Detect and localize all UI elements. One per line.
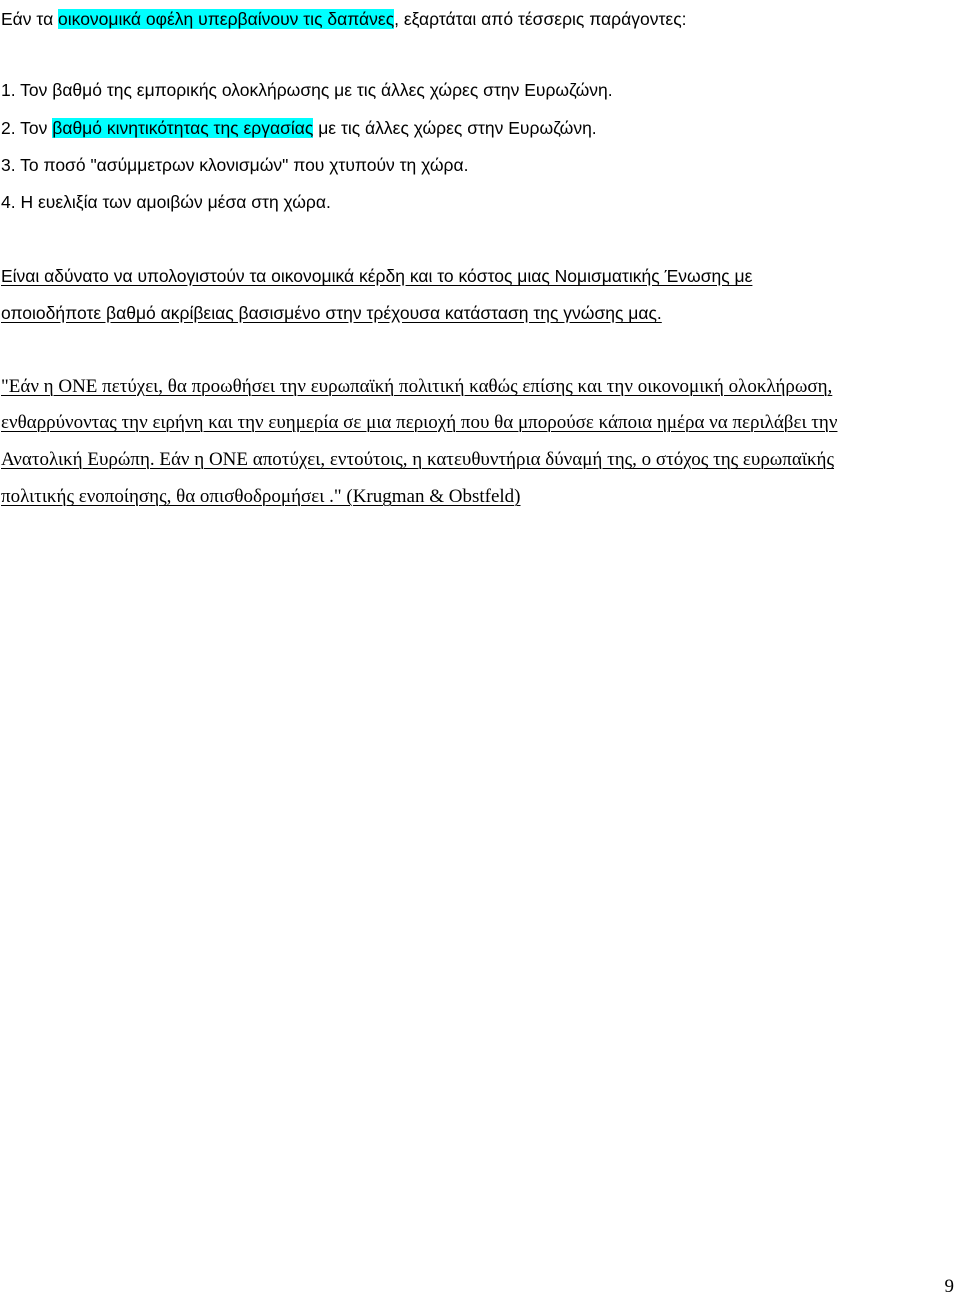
paragraph1-line-2: οποιοδήποτε βαθμό ακρίβειας βασισμένο στην τρέχουσα κατάσταση της γνώσης μας.: [1, 303, 662, 323]
factor-item-3: 3. Το ποσό "ασύμμετρων κλονισμών" που χτυπούν τη χώρα.: [1, 155, 469, 175]
factor-item-2-post: με τις άλλες χώρες στην Ευρωζώνη.: [313, 118, 597, 138]
quote-line-2: ενθαρρύνοντας την ειρήνη και την ευημερία σε μια περιοχή που θα μπορούσε κάποια ημέρα να περιλάβει την: [1, 412, 838, 433]
factor-item-2: [1, 117, 597, 139]
factor-item-2-highlight: βαθμό κινητικότητας της εργασίας: [52, 118, 314, 138]
intro-text-post: , εξαρτάται από τέσσερις παράγοντες:: [394, 9, 687, 29]
quote-line-1: "Εάν η ΟΝΕ πετύχει, θα προωθήσει την ευρωπαϊκή πολιτική καθώς επίσης και την οικονομική ολοκλήρωση,: [1, 376, 833, 397]
intro-text-pre: Εάν τα: [1, 9, 59, 29]
page-number: 9: [944, 1276, 954, 1297]
factor-item-1: 1. Τον βαθμό της εμπορικής ολοκλήρωσης με τις άλλες χώρες στην Ευρωζώνη.: [1, 80, 613, 100]
factor-item-2-pre: 2. Τον: [1, 118, 53, 138]
paragraph1-line-1: Είναι αδύνατο να υπολογιστούν τα οικονομικά κέρδη και το κόστος μιας Νομισματικής Ένωσης με: [1, 266, 753, 286]
intro-highlight: οικονομικά οφέλη υπερβαίνουν τις δαπάνες: [58, 9, 395, 29]
quote-line-3: Ανατολική Ευρώπη. Εάν η ΟΝΕ αποτύχει, εντούτοις, η κατευθυντήρια δύναμή της, ο στόχος της ευρωπαϊκής: [1, 449, 834, 470]
factor-item-4: 4. Η ευελιξία των αμοιβών μέσα στη χώρα.: [1, 192, 331, 212]
quote-line-4: πολιτικής ενοποίησης, θα οπισθοδρομήσει ." (Krugman & Obstfeld): [1, 486, 521, 507]
intro-line: [1, 8, 687, 30]
